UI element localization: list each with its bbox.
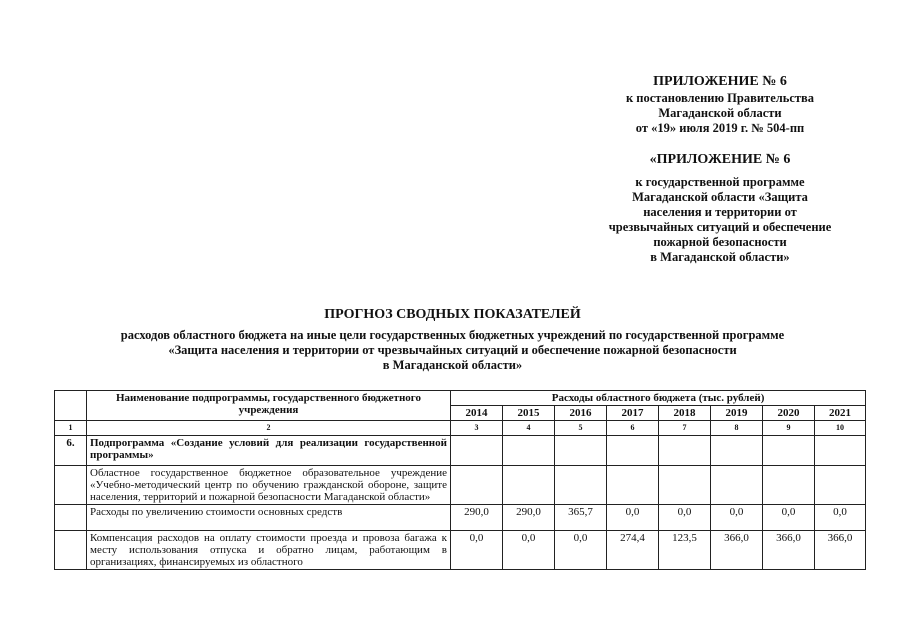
subtitle-line: «Защита населения и территории от чрезвычайных ситуаций и обеспечение пожарной безопасности <box>168 343 737 357</box>
table-row <box>55 505 866 531</box>
document-subtitle <box>20 328 885 373</box>
appendix-program-line: в Магаданской области» <box>650 250 790 264</box>
appendix-program-title: «ПРИЛОЖЕНИЕ № 6 <box>649 152 791 167</box>
value-cell <box>451 436 503 466</box>
row-name: Областное государственное бюджетное образовательное учреждение «Учебно-методический центр по обучению гражданской обороне, защите населения, территорий и пожарной безопасности Магаданской области» <box>87 466 451 505</box>
value-cell <box>711 466 763 505</box>
value-cell <box>763 436 815 466</box>
appendix-current-line: Магаданской области <box>658 106 782 120</box>
value-cell: 366,0 <box>815 531 866 570</box>
year-header: 2018 <box>659 406 711 421</box>
value-cell: 0,0 <box>503 531 555 570</box>
subtitle-line: в Магаданской области» <box>382 358 523 372</box>
column-number: 9 <box>763 421 815 436</box>
value-cell <box>815 436 866 466</box>
row-number <box>55 531 87 570</box>
appendix-program-line: пожарной безопасности <box>653 235 787 249</box>
header-num-cell <box>55 391 87 421</box>
appendix-program-line: населения и территории от <box>643 205 797 219</box>
year-header: 2015 <box>503 406 555 421</box>
value-cell: 365,7 <box>555 505 607 531</box>
appendix-program-line: чрезвычайных ситуаций и обеспечение <box>608 220 832 234</box>
value-cell <box>607 466 659 505</box>
value-cell: 0,0 <box>815 505 866 531</box>
row-name: Компенсация расходов на оплату стоимости проезда и провоза багажа к месту использования отпуска и обратно лицам, работающим в организациях, финансируемых из областного <box>87 531 451 570</box>
row-number <box>55 505 87 531</box>
appendix-program-block <box>575 152 865 265</box>
value-cell: 0,0 <box>607 505 659 531</box>
value-cell: 0,0 <box>711 505 763 531</box>
year-header: 2019 <box>711 406 763 421</box>
row-number <box>55 466 87 505</box>
value-cell: 274,4 <box>607 531 659 570</box>
column-number: 7 <box>659 421 711 436</box>
subtitle-line: расходов областного бюджета на иные цели государственных бюджетных учреждений по государственной программе <box>120 328 785 342</box>
column-number: 5 <box>555 421 607 436</box>
row-name: Подпрограмма «Создание условий для реализации государственной программы» <box>87 436 451 466</box>
value-cell: 366,0 <box>711 531 763 570</box>
year-header: 2020 <box>763 406 815 421</box>
header-row <box>55 391 866 406</box>
column-number: 4 <box>503 421 555 436</box>
value-cell: 0,0 <box>451 531 503 570</box>
value-cell: 0,0 <box>555 531 607 570</box>
appendix-program-line: Магаданской области «Защита <box>632 190 808 204</box>
value-cell: 366,0 <box>763 531 815 570</box>
appendix-current-line: от «19» июля 2019 г. № 504-пп <box>635 121 805 135</box>
value-cell <box>815 466 866 505</box>
value-cell: 290,0 <box>503 505 555 531</box>
value-cell <box>711 436 763 466</box>
value-cell <box>763 466 815 505</box>
value-cell <box>503 466 555 505</box>
column-number-row <box>55 421 866 436</box>
year-header: 2017 <box>607 406 659 421</box>
expenses-header: Расходы областного бюджета (тыс. рублей) <box>451 391 866 406</box>
table-row <box>55 466 866 505</box>
value-cell <box>659 466 711 505</box>
value-cell: 123,5 <box>659 531 711 570</box>
value-cell: 290,0 <box>451 505 503 531</box>
column-number: 8 <box>711 421 763 436</box>
value-cell <box>555 466 607 505</box>
value-cell <box>555 436 607 466</box>
column-number: 1 <box>55 421 87 436</box>
column-number: 6 <box>607 421 659 436</box>
table-row <box>55 531 866 570</box>
column-number: 3 <box>451 421 503 436</box>
year-header: 2021 <box>815 406 866 421</box>
forecast-table <box>54 390 866 570</box>
appendix-program-line: к государственной программе <box>635 175 805 189</box>
value-cell <box>607 436 659 466</box>
document-title: ПРОГНОЗ СВОДНЫХ ПОКАЗАТЕЛЕЙ <box>324 307 581 322</box>
row-number: 6. <box>55 436 87 466</box>
table-row <box>55 436 866 466</box>
appendix-current-block <box>590 74 850 136</box>
value-cell <box>451 466 503 505</box>
year-header: 2014 <box>451 406 503 421</box>
row-name: Расходы по увеличению стоимости основных средств <box>87 505 451 531</box>
name-column-header: Наименование подпрограммы, государственного бюджетного учреждения <box>87 391 451 421</box>
year-header: 2016 <box>555 406 607 421</box>
value-cell: 0,0 <box>763 505 815 531</box>
appendix-current-title: ПРИЛОЖЕНИЕ № 6 <box>653 74 787 89</box>
column-number: 2 <box>87 421 451 436</box>
column-number: 10 <box>815 421 866 436</box>
value-cell <box>503 436 555 466</box>
value-cell: 0,0 <box>659 505 711 531</box>
value-cell <box>659 436 711 466</box>
appendix-current-line: к постановлению Правительства <box>625 91 815 105</box>
